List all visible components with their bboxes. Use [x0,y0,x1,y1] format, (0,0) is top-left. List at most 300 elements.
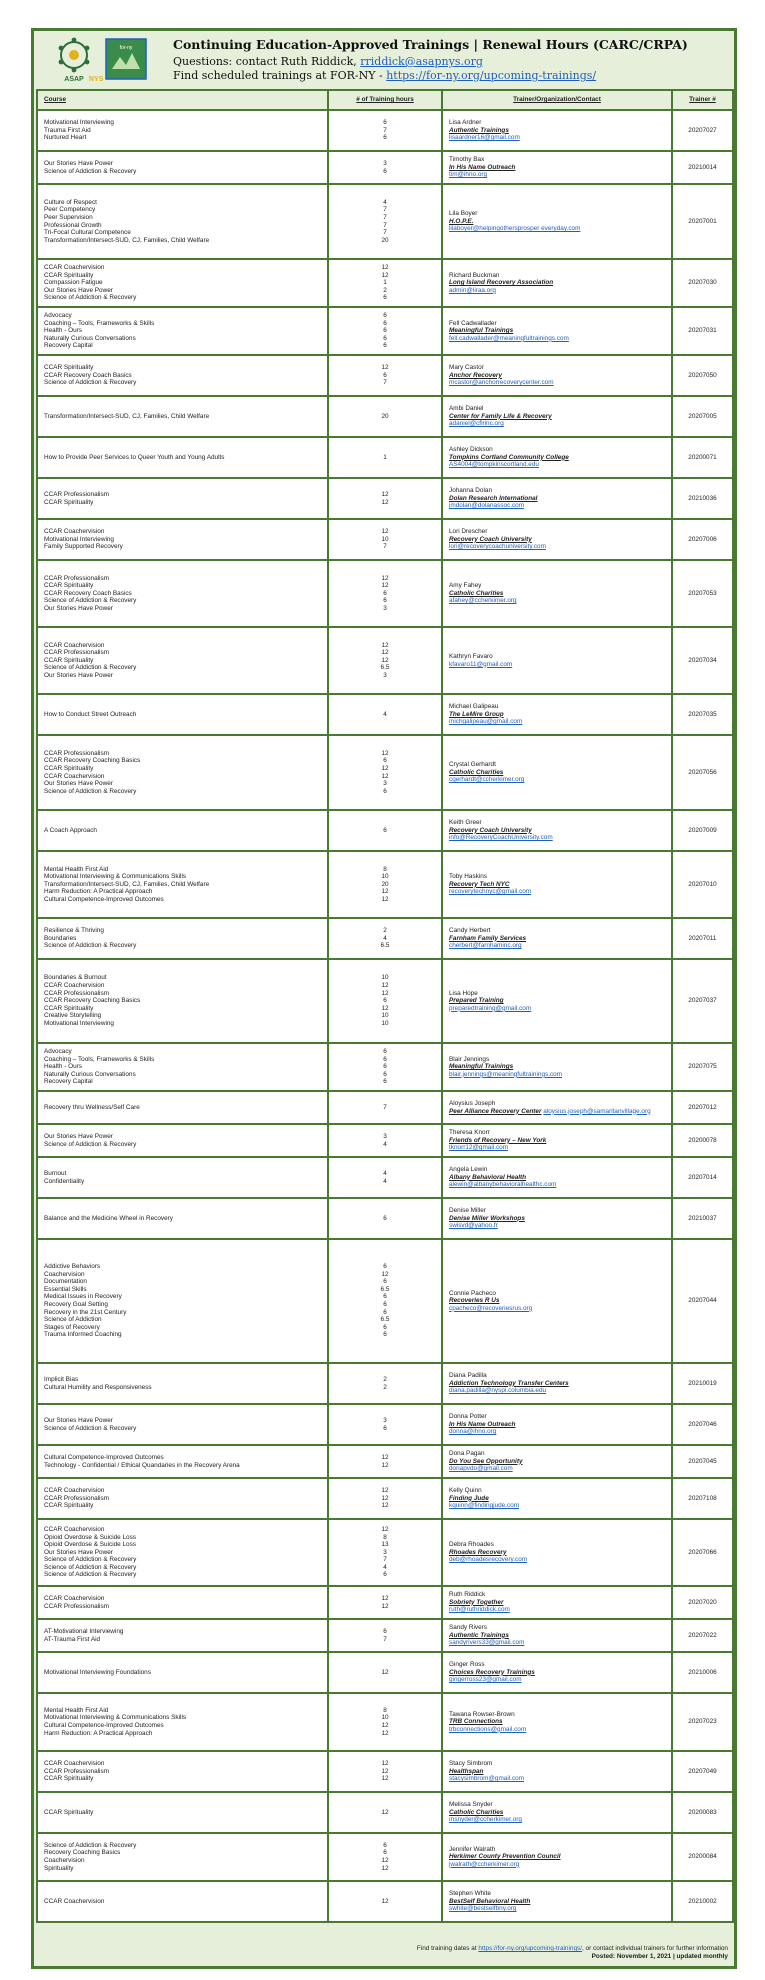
trainer-cell [442,1157,672,1198]
table-row [37,1881,733,1922]
trainer-number: 20210014 [672,151,733,184]
table-row [37,1693,733,1751]
trainer-name: Timothy Bax [449,156,485,164]
trainer-number: 20207046 [672,1404,733,1445]
course-name: Motivational Interviewing & Communications Skills [44,873,187,881]
trainer-email-line [449,335,665,343]
course-name: Culture of Respect [44,198,97,206]
course-name: Recovery Capital [44,1078,93,1086]
training-hours: 12 [381,1502,389,1510]
table-row [37,259,733,307]
course-name: Naturally Curious Conversations [44,334,136,342]
training-hours: 1 [383,453,387,461]
training-hours: 12 [381,1808,389,1816]
trainer-email-line [449,1639,665,1647]
training-hours: 6 [383,787,387,795]
trainer-org-line [449,1809,665,1817]
course-name: Science of Addiction & Recovery [44,1140,137,1148]
trainer-email-line [449,597,665,605]
table-row [37,1124,733,1157]
trainer-email-line [449,1222,665,1230]
course-name: Boundaries [44,934,77,942]
course-name: How to Conduct Street Outreach [44,710,137,718]
trainer-email-link[interactable]: tim@ihno.org [449,171,488,179]
trainer-email-line [449,171,665,179]
trainer-organization: Farnham Family Services [449,934,527,942]
training-hours: 7 [383,229,387,237]
trainer-org-line [449,279,665,287]
trainer-org-line [449,1421,665,1429]
trainer-org-line [449,127,665,135]
trainer-org-line [449,1137,665,1145]
trainer-email-link[interactable]: alewin@albanybehavioralhealthc.com [449,1181,557,1189]
table-row [37,1239,733,1363]
course-cell [37,1586,328,1619]
training-hours: 6 [383,1323,387,1331]
hours-cell [328,1157,442,1198]
training-hours: 12 [381,888,389,896]
trainings-table [36,89,734,1923]
training-hours: 12 [381,764,389,772]
trainer-org-line [449,218,665,226]
training-hours: 6 [383,1048,387,1056]
trainer-organization: Dolan Research International [449,494,538,502]
trainer-email-link[interactable]: blair.jennings@meaningfultrainings.com [449,1070,563,1078]
course-name: CCAR Spirituality [44,1004,94,1012]
hours-cell [328,151,442,184]
trainer-org-line [449,1853,665,1861]
trainer-email-line [449,502,665,510]
trainer-number: 20207035 [672,694,733,735]
hours-cell [328,1091,442,1124]
table-row [37,396,733,437]
course-cell [37,1619,328,1652]
trainer-email-link[interactable]: deb@rhoadesrecovery.com [449,1556,528,1564]
trainer-name: Fell Cadwallader [449,319,497,327]
course-name: Peer Supervision [44,213,93,221]
training-hours: 2 [383,1383,387,1391]
training-hours: 7 [383,1556,387,1564]
training-hours: 12 [381,1722,389,1729]
course-name: Balance and the Medicine Wheel in Recovery [44,1214,173,1222]
hours-cell [328,627,442,694]
trainer-cell [442,851,672,918]
hours-cell [328,1792,442,1833]
trainer-number: 20207009 [672,810,733,851]
hours-cell [328,396,442,437]
course-cell [37,1693,328,1751]
course-name: CCAR Recovery Coaching Basics [44,757,141,765]
course-name: Harm Reduction: A Practical Approach [44,888,153,896]
trainer-cell [442,1833,672,1881]
course-name: CCAR Spirituality [44,764,94,772]
trainer-email-link[interactable]: jwalrath@ccherkimer.org [449,1860,520,1868]
trainer-cell [442,437,672,478]
trainer-email-link[interactable]: lisaardner16@gmail.com [449,134,520,142]
trainer-email-link[interactable]: fell.cadwallader@meaningfultrainings.com [449,334,569,342]
trainer-number: 20200071 [672,437,733,478]
training-hours: 4 [383,1169,387,1177]
trainer-name: Toby Haskins [449,873,488,881]
hours-cell [328,1239,442,1363]
trainer-email-link[interactable]: gingerross23@gmail.com [449,1676,522,1684]
course-name: Advocacy [44,1048,72,1056]
table-row [37,519,733,560]
course-name: Spirituality [44,1864,74,1872]
trainer-email-link[interactable]: jmdolan@dolanassoc.com [449,502,525,510]
trainer-name: Johanna Dolan [449,487,492,495]
trainer-email-link[interactable]: swhite@bestselfbny.org [449,1905,517,1913]
table-row [37,478,733,519]
course-name: Opioid Overdose & Suicide Loss [44,1541,137,1549]
trainer-name: Angela Lewin [449,1166,488,1174]
course-cell [37,627,328,694]
trainer-organization: Catholic Charities [449,1808,504,1816]
course-name: Resilience & Thriving [44,927,104,935]
trainer-number: 20210036 [672,478,733,519]
training-hours: 12 [381,1004,389,1012]
course-name: Science of Addiction & Recovery [44,942,137,950]
trainer-email-line [449,1387,665,1395]
training-hours: 4 [383,934,387,942]
table-row [37,1519,733,1586]
training-hours: 6 [383,1308,387,1316]
course-name: Science of Addiction & Recovery [44,379,137,387]
trainer-email-link[interactable]: msnyder@ccherkimer.org [449,1816,522,1824]
trainer-number: 20207022 [672,1619,733,1652]
trainer-email-link[interactable]: lori@recoverycoachuniversity.com [449,543,546,551]
course-name: Cultural Competence-Improved Outcomes [44,1453,164,1461]
trainer-email-link[interactable]: sandyrivers33@gmail.com [449,1639,525,1647]
table-row [37,810,733,851]
course-name: Recovery thru Wellness/Self Care [44,1103,140,1111]
course-cell [37,1751,328,1792]
trainer-email-line [449,1816,665,1824]
trainer-org-line [449,164,665,172]
trainer-organization: Addiction Technology Transfer Centers [449,1379,569,1387]
course-name: Science of Addiction & Recovery [44,1424,137,1432]
trainer-org-email-line [449,1108,665,1116]
trainer-number: 20207010 [672,851,733,918]
course-name: Science of Addiction & Recovery [44,664,137,672]
trainer-organization: The LeMire Group [449,710,504,718]
trainer-organization: Recovery Tech NYC [449,880,510,888]
course-name: Health - Ours [44,1063,83,1071]
trainer-organization: Recovery Coach University [449,535,532,543]
course-cell [37,110,328,151]
trainer-name: Theresa Knorr [449,1129,490,1137]
training-hours: 12 [381,1594,389,1602]
trainer-email-link[interactable]: AS4004@tompkinscortland.edu [449,461,539,469]
trainer-organization: Recovery Coach University [449,826,532,834]
course-cell [37,1881,328,1922]
training-hours: 4 [383,1177,387,1185]
trainer-cell [442,355,672,396]
course-name: Tri-Focal Cultural Competence [44,229,131,237]
training-hours: 12 [381,982,389,990]
trainer-email-link[interactable]: afahey@ccherkimer.org [449,597,517,605]
course-name: Science of Addiction [44,1316,102,1324]
trainer-email-line [449,1502,665,1510]
trainer-organization: Finding Jude [449,1494,489,1502]
table-row [37,1157,733,1198]
trainer-organization: Herkimer County Prevention Council [449,1853,561,1861]
training-hours: 6 [383,1331,387,1339]
trainer-email-link[interactable]: info@RecoveryCoachUniversity.com [449,834,553,842]
course-name: Our Stories Have Power [44,1416,113,1424]
course-cell [37,560,328,627]
trainer-cell [442,560,672,627]
trainer-email-link[interactable]: kfavaro11@gmail.com [449,660,513,668]
trainer-cell [442,1881,672,1922]
course-name: Our Stories Have Power [44,1548,113,1556]
trainer-name: Ruth Riddick [449,1591,486,1599]
footer-line-1 [34,1945,728,1953]
training-hours: 6 [383,597,387,605]
course-name: Mental Health First Aid [44,1706,109,1714]
training-hours: 12 [381,574,389,582]
trainer-name: Stacy Simbrom [449,1760,493,1768]
table-row [37,694,733,735]
trainer-name: Jennifer Walrath [449,1845,496,1853]
trainer-email-link[interactable]: tknorr12@gmail.com [449,1144,509,1152]
trainer-email-line [449,776,665,784]
course-name: How to Provide Peer Services to Queer Youth and Young Adults [44,453,225,461]
trainer-name: Lisa Hope [449,989,478,997]
hours-cell [328,1833,442,1881]
course-name: CCAR Spirituality [44,656,94,664]
table-row [37,1586,733,1619]
trainer-email-link[interactable]: adaniel@cflrinc.org [449,420,504,428]
trainer-org-line [449,536,665,544]
hours-cell [328,1478,442,1519]
training-hours: 12 [381,1270,389,1278]
trainer-number: 20200083 [672,1792,733,1833]
training-hours: 12 [381,772,389,780]
training-hours: 6 [383,294,387,302]
course-cell [37,151,328,184]
trainer-cell [442,735,672,810]
trainer-name: Tawana Rowser-Brown [449,1710,515,1718]
trainer-organization: Friends of Recovery – New York [449,1136,547,1144]
table-row [37,1751,733,1792]
trainer-organization: H.O.P.E. [449,217,474,225]
hours-cell [328,519,442,560]
trainer-email-link[interactable]: swisvd@yahoo.fr [449,1222,498,1230]
course-cell [37,1404,328,1445]
trainer-org-line [449,827,665,835]
trainer-number: 20207044 [672,1239,733,1363]
trainer-cell [442,1693,672,1751]
trainer-number: 20210002 [672,1881,733,1922]
training-hours: 6 [383,1424,387,1432]
trainer-cell [442,151,672,184]
trainer-email-line [449,888,665,896]
trainer-organization: Sobriety Together [449,1598,504,1606]
training-hours: 6 [383,1070,387,1078]
trainer-email-link[interactable]: recoverytechnyc@gmail.com [449,888,532,896]
course-name: Implicit Bias [44,1375,79,1383]
hours-cell [328,1363,442,1404]
trainer-email-line [449,718,665,726]
training-hours: 10 [381,1019,389,1027]
trainer-email-link[interactable]: ruth@ruthriddick.com [449,1606,510,1614]
trainer-number: 20207027 [672,110,733,151]
course-name: Coachervision [44,1857,85,1864]
trainer-cell [442,918,672,959]
trainer-organization: Catholic Charities [449,589,504,597]
course-name: Recovery Capital [44,342,93,350]
trainer-email-link[interactable]: mcastor@anchorrecoverycenter.com [449,379,554,387]
find-trainings-link[interactable]: https://for-ny.org/upcoming-trainings/ [386,69,597,82]
course-name: CCAR Spirituality [44,364,94,372]
svg-text:NYS: NYS [89,76,104,83]
training-hours: 2 [383,1375,387,1383]
trainer-org-line [449,1495,665,1503]
course-name: CCAR Professionalism [44,1602,109,1610]
trainer-org-line [449,413,665,421]
course-name: AT-Trauma First Aid [44,1635,101,1643]
trainer-email-link[interactable]: admin@liraa.org [449,286,496,294]
questions-email-link[interactable]: rriddick@asapnys.org [360,55,483,68]
trainer-email-line [449,1606,665,1614]
training-hours: 13 [381,1541,389,1549]
trainer-organization: Anchor Recovery [449,371,502,379]
trainer-email-link[interactable]: donna@ihno.org [449,1428,497,1436]
training-hours: 10 [381,974,389,982]
trainer-email-link[interactable]: lilaboyer@helpingothersprosper everyday.com [449,225,581,233]
course-name: Coaching – Tools, Frameworks & Skills [44,319,155,327]
trainer-name: Michael Galipeau [449,703,499,711]
trainer-cell [442,1043,672,1091]
course-name: CCAR Recovery Coach Basics [44,371,132,379]
course-cell [37,1519,328,1586]
training-hours: 3 [383,1548,387,1556]
trainer-org-line [449,769,665,777]
trainer-email-link[interactable]: cherbert@farnhaminc.org [449,942,522,950]
trainer-email-link[interactable]: preparedtraining@gmail.com [449,1004,532,1012]
training-hours: 6 [383,1571,387,1579]
course-name: CCAR Professionalism [44,749,109,757]
training-hours: 8 [383,1706,387,1714]
column-header-hours: # of Training hours [328,90,442,110]
trainer-org-line [449,1063,665,1071]
course-cell [37,851,328,918]
training-hours: 6 [383,1078,387,1086]
svg-text:ASAP: ASAP [64,76,84,83]
trainer-org-line [449,1718,665,1726]
trainer-name: Melissa Snyder [449,1801,493,1809]
trainer-org-line [449,1768,665,1776]
trainer-email-link[interactable]: kquinn@findingjude.com [449,1502,520,1510]
course-name: Motivational Interviewing [44,535,114,543]
trainer-number: 20207050 [672,355,733,396]
trainer-email-link[interactable]: michgalipeau@gmail.com [449,718,523,726]
hours-cell [328,959,442,1043]
trainer-email-line [449,1071,665,1079]
course-name: Technology - Confidential / Ethical Quandaries in the Recovery Arena [44,1461,240,1469]
training-hours: 8 [383,865,387,873]
training-hours: 12 [381,490,389,498]
trainer-email-link[interactable]: cpacheco@recoveriesrus.org [449,1304,533,1312]
trainer-number: 20207045 [672,1445,733,1478]
table-row [37,184,733,259]
trainer-name: Connie Pacheco [449,1289,496,1297]
trainer-name: Crystal Gerhardt [449,761,496,769]
training-hours: 7 [383,206,387,214]
course-name: Cultural Humility and Responsiveness [44,1383,152,1391]
course-name: Science of Addiction & Recovery [44,597,137,605]
training-hours: 7 [383,213,387,221]
trainer-email-link[interactable]: stacysimbrom@gmail.com [449,1775,525,1783]
footer-suffix: , or contact individual trainers for further information [582,1945,728,1952]
hours-cell [328,1881,442,1922]
hours-cell [328,437,442,478]
course-name: Addictive Behaviors [44,1263,101,1271]
trainer-organization: Healthspan [449,1767,484,1775]
training-hours: 12 [381,649,389,657]
trainer-name: Sandy Rivers [449,1624,488,1632]
training-hours: 2 [383,927,387,935]
training-hours: 6.5 [380,1316,390,1324]
trainer-email-line [449,1005,665,1013]
table-header-row [37,90,733,110]
trainer-email-link[interactable]: trbconnections@gmail.com [449,1725,527,1733]
course-name: CCAR Coachervision [44,1525,105,1533]
trainer-email-line [449,420,665,428]
hours-cell [328,1043,442,1091]
trainer-name: Kelly Quinn [449,1487,482,1495]
course-name: CCAR Spirituality [44,1502,94,1510]
training-hours: 12 [381,641,389,649]
trainer-number: 20207012 [672,1091,733,1124]
trainer-email-link[interactable]: donapvdo@gmail.com [449,1465,513,1473]
training-hours: 6 [383,134,387,142]
training-hours: 12 [381,271,389,279]
course-cell [37,355,328,396]
trainer-email-link[interactable]: diana.padilla@nyspi.columbia.edu [449,1387,547,1395]
trainer-name: Kathryn Favaro [449,652,493,660]
course-name: CCAR Spirituality [44,271,94,279]
course-name: Health - Ours [44,327,83,335]
training-hours: 7 [383,126,387,134]
footer-trainings-link[interactable]: https://for-ny.org/upcoming-trainings/ [478,1945,582,1952]
training-hours: 6 [383,1214,387,1222]
trainer-name: Debra Rhoades [449,1541,494,1549]
training-hours: 12 [381,1668,389,1676]
training-hours: 6 [383,1278,387,1286]
trainer-name: Lori Drescher [449,528,488,536]
trainer-name: Ashley Dickson [449,446,493,454]
training-hours: 7 [383,1103,387,1111]
trainer-organization: Authentic Trainings [449,126,509,134]
trainer-email-link[interactable]: cgerhardt@ccherkimer.org [449,776,525,784]
trainer-email-link[interactable]: aloysius.joseph@samaritanvillage.org [543,1107,651,1115]
table-row [37,851,733,918]
training-hours: 6 [383,167,387,175]
trainer-organization: Meaningful Trainings [449,327,514,335]
table-row [37,1478,733,1519]
hours-cell [328,1445,442,1478]
training-hours: 10 [381,1714,389,1722]
hours-cell [328,560,442,627]
trainer-email-line [449,834,665,842]
course-name: Transformation/Intersect-SUD, CJ, Families, Child Welfare [44,236,210,244]
svg-text:for-ny: for-ny [119,45,133,51]
trainer-number: 20210019 [672,1363,733,1404]
trainer-number: 20200084 [672,1833,733,1881]
course-name: CCAR Coachervision [44,1594,105,1602]
